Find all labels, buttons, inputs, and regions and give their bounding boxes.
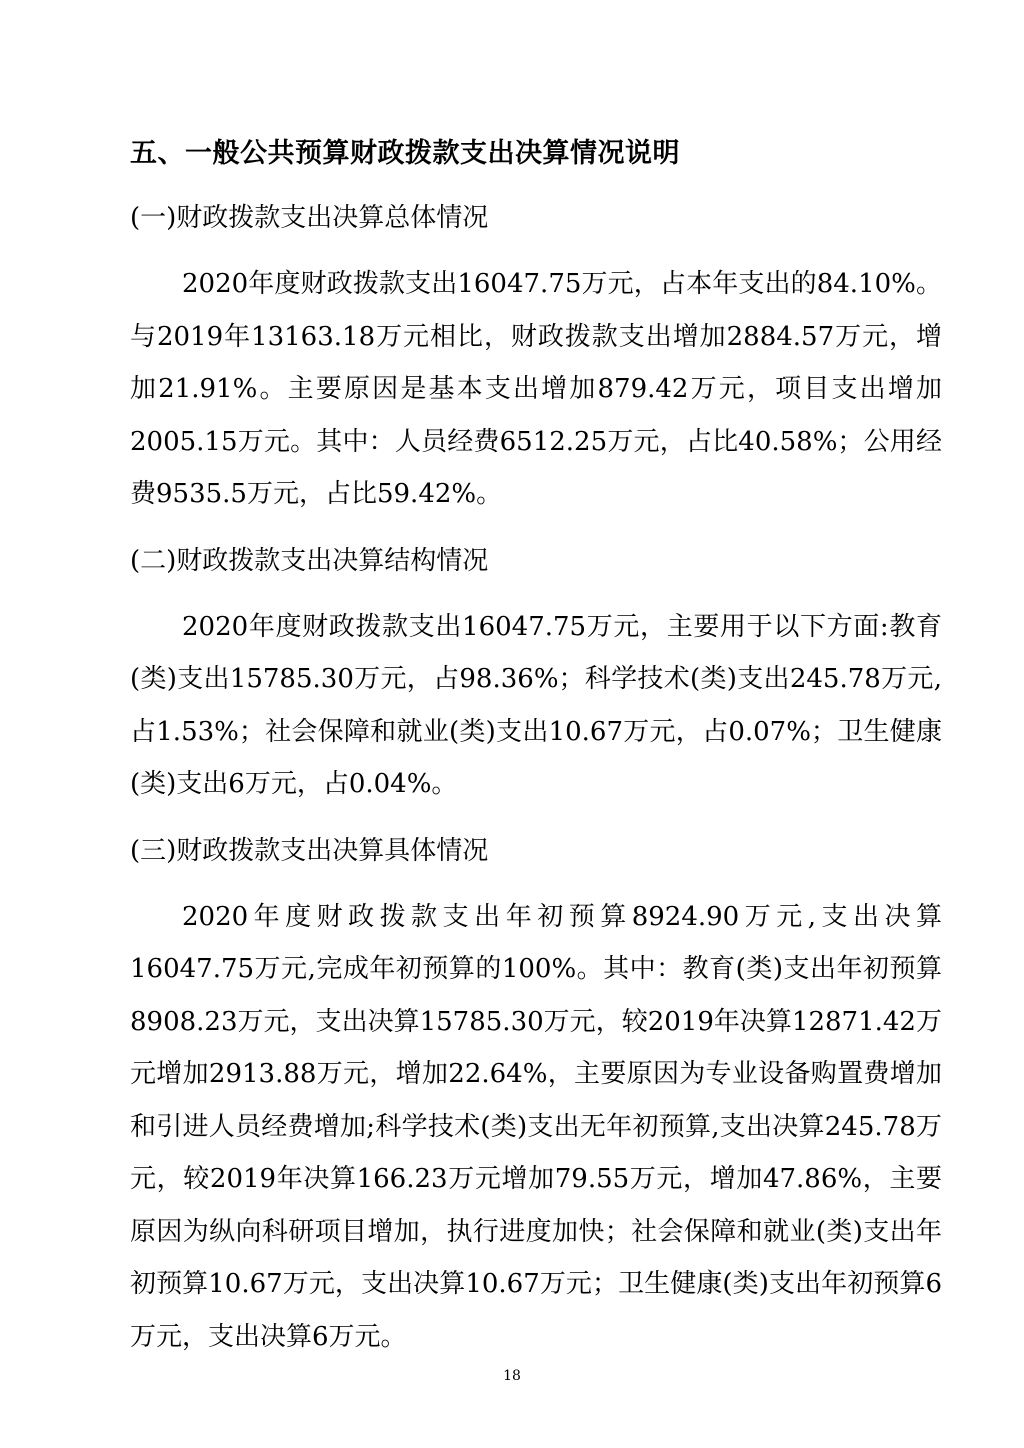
page-number: 18 (503, 1368, 521, 1384)
subsection-heading-details: (三)财政拨款支出决算具体情况 (130, 835, 489, 866)
document-page (130, 132, 942, 1381)
paragraph-details: 2020年度财政拨款支出年初预算8924.90万元,支出决算16047.75万元,完成年初预算的100%。其中：教育(类)支出年初预算8908.23万元，支出决算15785.30万元，较2019年决算12871.42万元增加2913.88万元，增加22.64%，主要原因为专业设备购置费增加和引进人员经费增加;科学技术(类)支出无年初预算,支出决算245.78万元，较2019年决算166.23万元增加79.55万元，增加47.86%，主要原因为纵向科研项目增加，执行进度加快；社会保障和就业(类)支出年初预算10.67万元，支出决算10.67万元；卫生健康(类)支出年初预算6万元，支出决算6万元。 (130, 901, 942, 1352)
subsection-heading-structure: (二)财政拨款支出决算结构情况 (130, 545, 489, 576)
section-title: 五、一般公共预算财政拨款支出决算情况说明 (130, 138, 680, 169)
paragraph-structure: 2020年度财政拨款支出16047.75万元，主要用于以下方面:教育(类)支出15785.30万元，占98.36%；科学技术(类)支出245.78万元,占1.53%；社会保障和就业(类)支出10.67万元，占0.07%；卫生健康(类)支出6万元，占0.04%。 (130, 611, 942, 799)
subsection-heading-overall: (一)财政拨款支出决算总体情况 (130, 203, 489, 233)
paragraph-overall: 2020年度财政拨款支出16047.75万元，占本年支出的84.10%。与2019年13163.18万元相比，财政拨款支出增加2884.57万元，增加21.91%。主要原因是基本支出增加879.42万元，项目支出增加2005.15万元。其中：人员经费6512.25万元，占比40.58%；公用经费9535.5万元，占比59.42%。 (130, 269, 942, 509)
